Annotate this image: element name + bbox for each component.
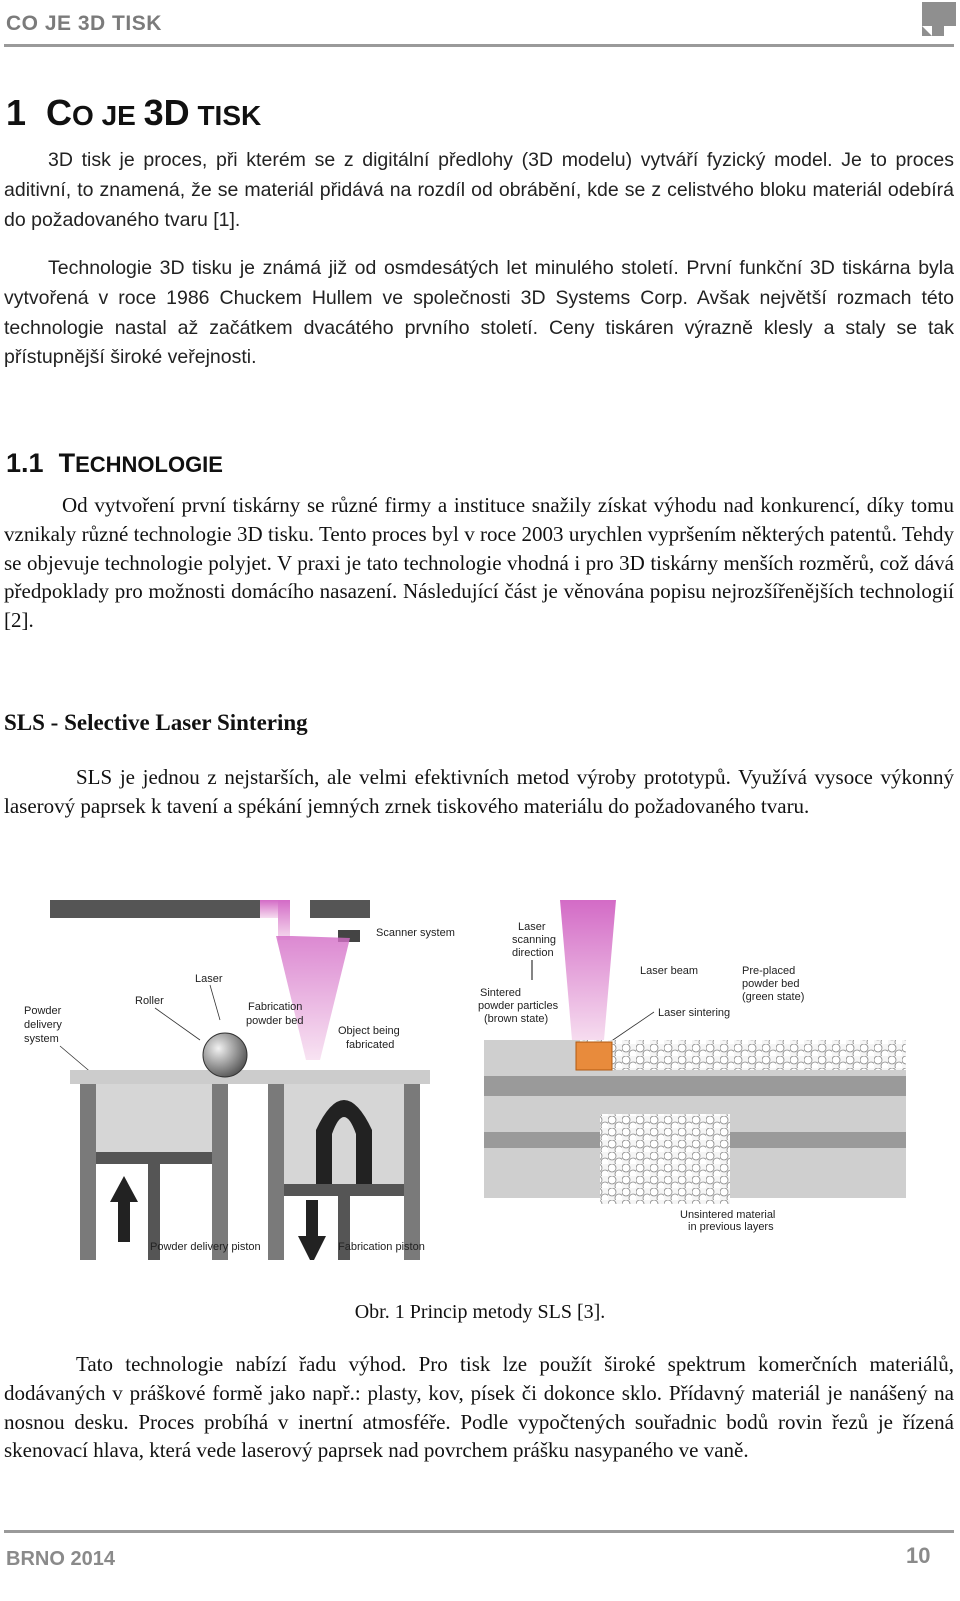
preplaced-powder-layer bbox=[580, 1040, 906, 1070]
laser-beam-vertical bbox=[278, 900, 290, 940]
paragraph-4-text: SLS je jednou z nejstarších, ale velmi efektivních metod výroby prototypů. Využívá vysoce výkonný laserový paprsek k tavení a spékání jemných zrnek tiskového materiálu do požadovaného tvaru. bbox=[4, 765, 954, 818]
up-arrow-icon bbox=[110, 1176, 138, 1242]
sls-diagram bbox=[20, 900, 938, 1260]
title-first-letter: T bbox=[58, 448, 76, 478]
fab-powder-bed bbox=[284, 1084, 404, 1184]
title-part: O JE bbox=[72, 100, 144, 131]
paragraph-3-text: Od vytvoření první tiskárny se různé firmy a instituce snažily získat výhodu nad konkurencí, díky tomu vznikaly různé technologie 3D tisku. Tento proces byl v roce 2003 urychlen vypršením některých patentů. Tehdy se objevuje technologie polyjet. V praxi je tato technologie vhodná i pro 3D tiskárny menších rozměrů, což dává předpoklady pro možnosti domácího nasazení. Následující část je věnována popisu nejrozšířenějších technologií [2]. bbox=[4, 493, 954, 633]
label-scanner: Scanner system bbox=[376, 927, 455, 939]
label-scan-dir-2: scanning bbox=[512, 934, 557, 946]
housing-right bbox=[310, 900, 370, 918]
label-scan-dir-1: Laser bbox=[518, 921, 546, 933]
label-preplaced-1: Pre-placed bbox=[742, 965, 796, 977]
paragraph-1 bbox=[4, 145, 954, 234]
label-object-1: Object being bbox=[338, 1025, 400, 1037]
label-sintered-3: (brown state) bbox=[484, 1013, 549, 1025]
label-piston-right: Fabrication piston bbox=[338, 1241, 425, 1253]
label-object-2: fabricated bbox=[346, 1039, 395, 1051]
subsection-heading: SLS - Selective Laser Sintering bbox=[4, 710, 308, 735]
sls-machine-schematic bbox=[24, 900, 455, 1260]
paragraph-2-text: Technologie 3D tisku je známá již od osmdesátých let minulého století. První funkční 3D tiskárna byla vytvořená v roce 1986 Chuckem Hullem ve společnosti 3D Systems Corp. Avšak největší rozmach této technologie nastal až začátkem dvacátého prvního století. Ceny tiskáren výrazně klesly a staly se tak přístupnější široké veřejnosti. bbox=[4, 257, 954, 369]
paragraph-1-text: 3D tisk je proces, při kterém se z digitální předlohy (3D modelu) vytváří fyzický model. Je to proces aditivní, to znamená, že se materiál přidává na rozdíl od obrábění, kde se z celistvého bloku materiál odebírá do požadovaného tvaru [1]. bbox=[4, 149, 954, 231]
paragraph-2 bbox=[4, 253, 954, 372]
page-number: 10 bbox=[906, 1543, 931, 1568]
laser-beam-deflected bbox=[276, 936, 350, 1060]
page-corner-icon bbox=[922, 2, 956, 36]
title-end: TISK bbox=[189, 100, 262, 131]
label-sintered-1: Sintered bbox=[480, 987, 521, 999]
title-first-letter: C bbox=[46, 92, 73, 133]
laser-housing bbox=[50, 900, 260, 918]
label-powder-delivery-3: system bbox=[24, 1033, 59, 1045]
header-rule bbox=[4, 44, 954, 47]
sintered-particles bbox=[576, 1042, 612, 1070]
label-unsintered-1: Unsintered material bbox=[680, 1209, 776, 1221]
label-piston-left: Powder delivery piston bbox=[150, 1241, 261, 1253]
roller bbox=[203, 1033, 247, 1077]
label-fab-bed-1: Fabrication bbox=[248, 1001, 303, 1013]
label-laser-beam: Laser beam bbox=[640, 965, 699, 977]
section-number: 1 bbox=[6, 92, 27, 133]
paragraph-5 bbox=[4, 1350, 954, 1465]
figure-caption: Obr. 1 Princip metody SLS [3]. bbox=[354, 1301, 606, 1323]
section-number: 1.1 bbox=[6, 448, 44, 478]
label-scan-dir-3: direction bbox=[512, 947, 554, 959]
down-arrow-icon bbox=[298, 1200, 326, 1260]
paragraph-5-text: Tato technologie nabízí řadu výhod. Pro tisk lze použít široké spektrum komerčních materiálů, dodávaných v práškové formě jako např.: plasty, kov, písek či dokonce sklo. Přídavný materiál je nanášený na nosnou desku. Proces probíhá v inertní atmosféře. Podle vypočtených souřadnic bodů rovin řezů je řízená skenovací hlava, která vede laserový paprsek nad povrchem prášku nasypaného ve vaně. bbox=[4, 1352, 954, 1463]
laser-beam-detail bbox=[560, 900, 616, 1040]
label-preplaced-3: (green state) bbox=[742, 991, 805, 1003]
title-3d: 3D bbox=[143, 92, 190, 133]
unsintered-material bbox=[600, 1114, 730, 1204]
label-powder-delivery-1: Powder bbox=[24, 1005, 62, 1017]
section-heading-1-1 bbox=[6, 448, 223, 479]
running-header: CO JE 3D TISK bbox=[6, 12, 162, 35]
label-sintered-2: powder particles bbox=[478, 1000, 559, 1012]
label-laser: Laser bbox=[195, 973, 223, 985]
section-heading-1 bbox=[6, 92, 261, 134]
bed-top-surface bbox=[70, 1070, 430, 1084]
footer-rule bbox=[4, 1530, 954, 1533]
paragraph-3 bbox=[4, 491, 954, 635]
sintering-detail-schematic bbox=[478, 900, 906, 1233]
paragraph-4 bbox=[4, 763, 954, 821]
label-laser-sintering: Laser sintering bbox=[658, 1007, 731, 1019]
label-fab-bed-2: powder bed bbox=[246, 1015, 304, 1027]
label-preplaced-2: powder bed bbox=[742, 978, 800, 990]
label-unsintered-2: in previous layers bbox=[688, 1221, 774, 1233]
title-rest: ECHNOLOGIE bbox=[75, 452, 223, 477]
label-powder-delivery-2: delivery bbox=[24, 1019, 62, 1031]
footer-location-year: BRNO 2014 bbox=[6, 1548, 115, 1570]
label-roller: Roller bbox=[135, 995, 164, 1007]
delivery-powder bbox=[96, 1084, 212, 1152]
